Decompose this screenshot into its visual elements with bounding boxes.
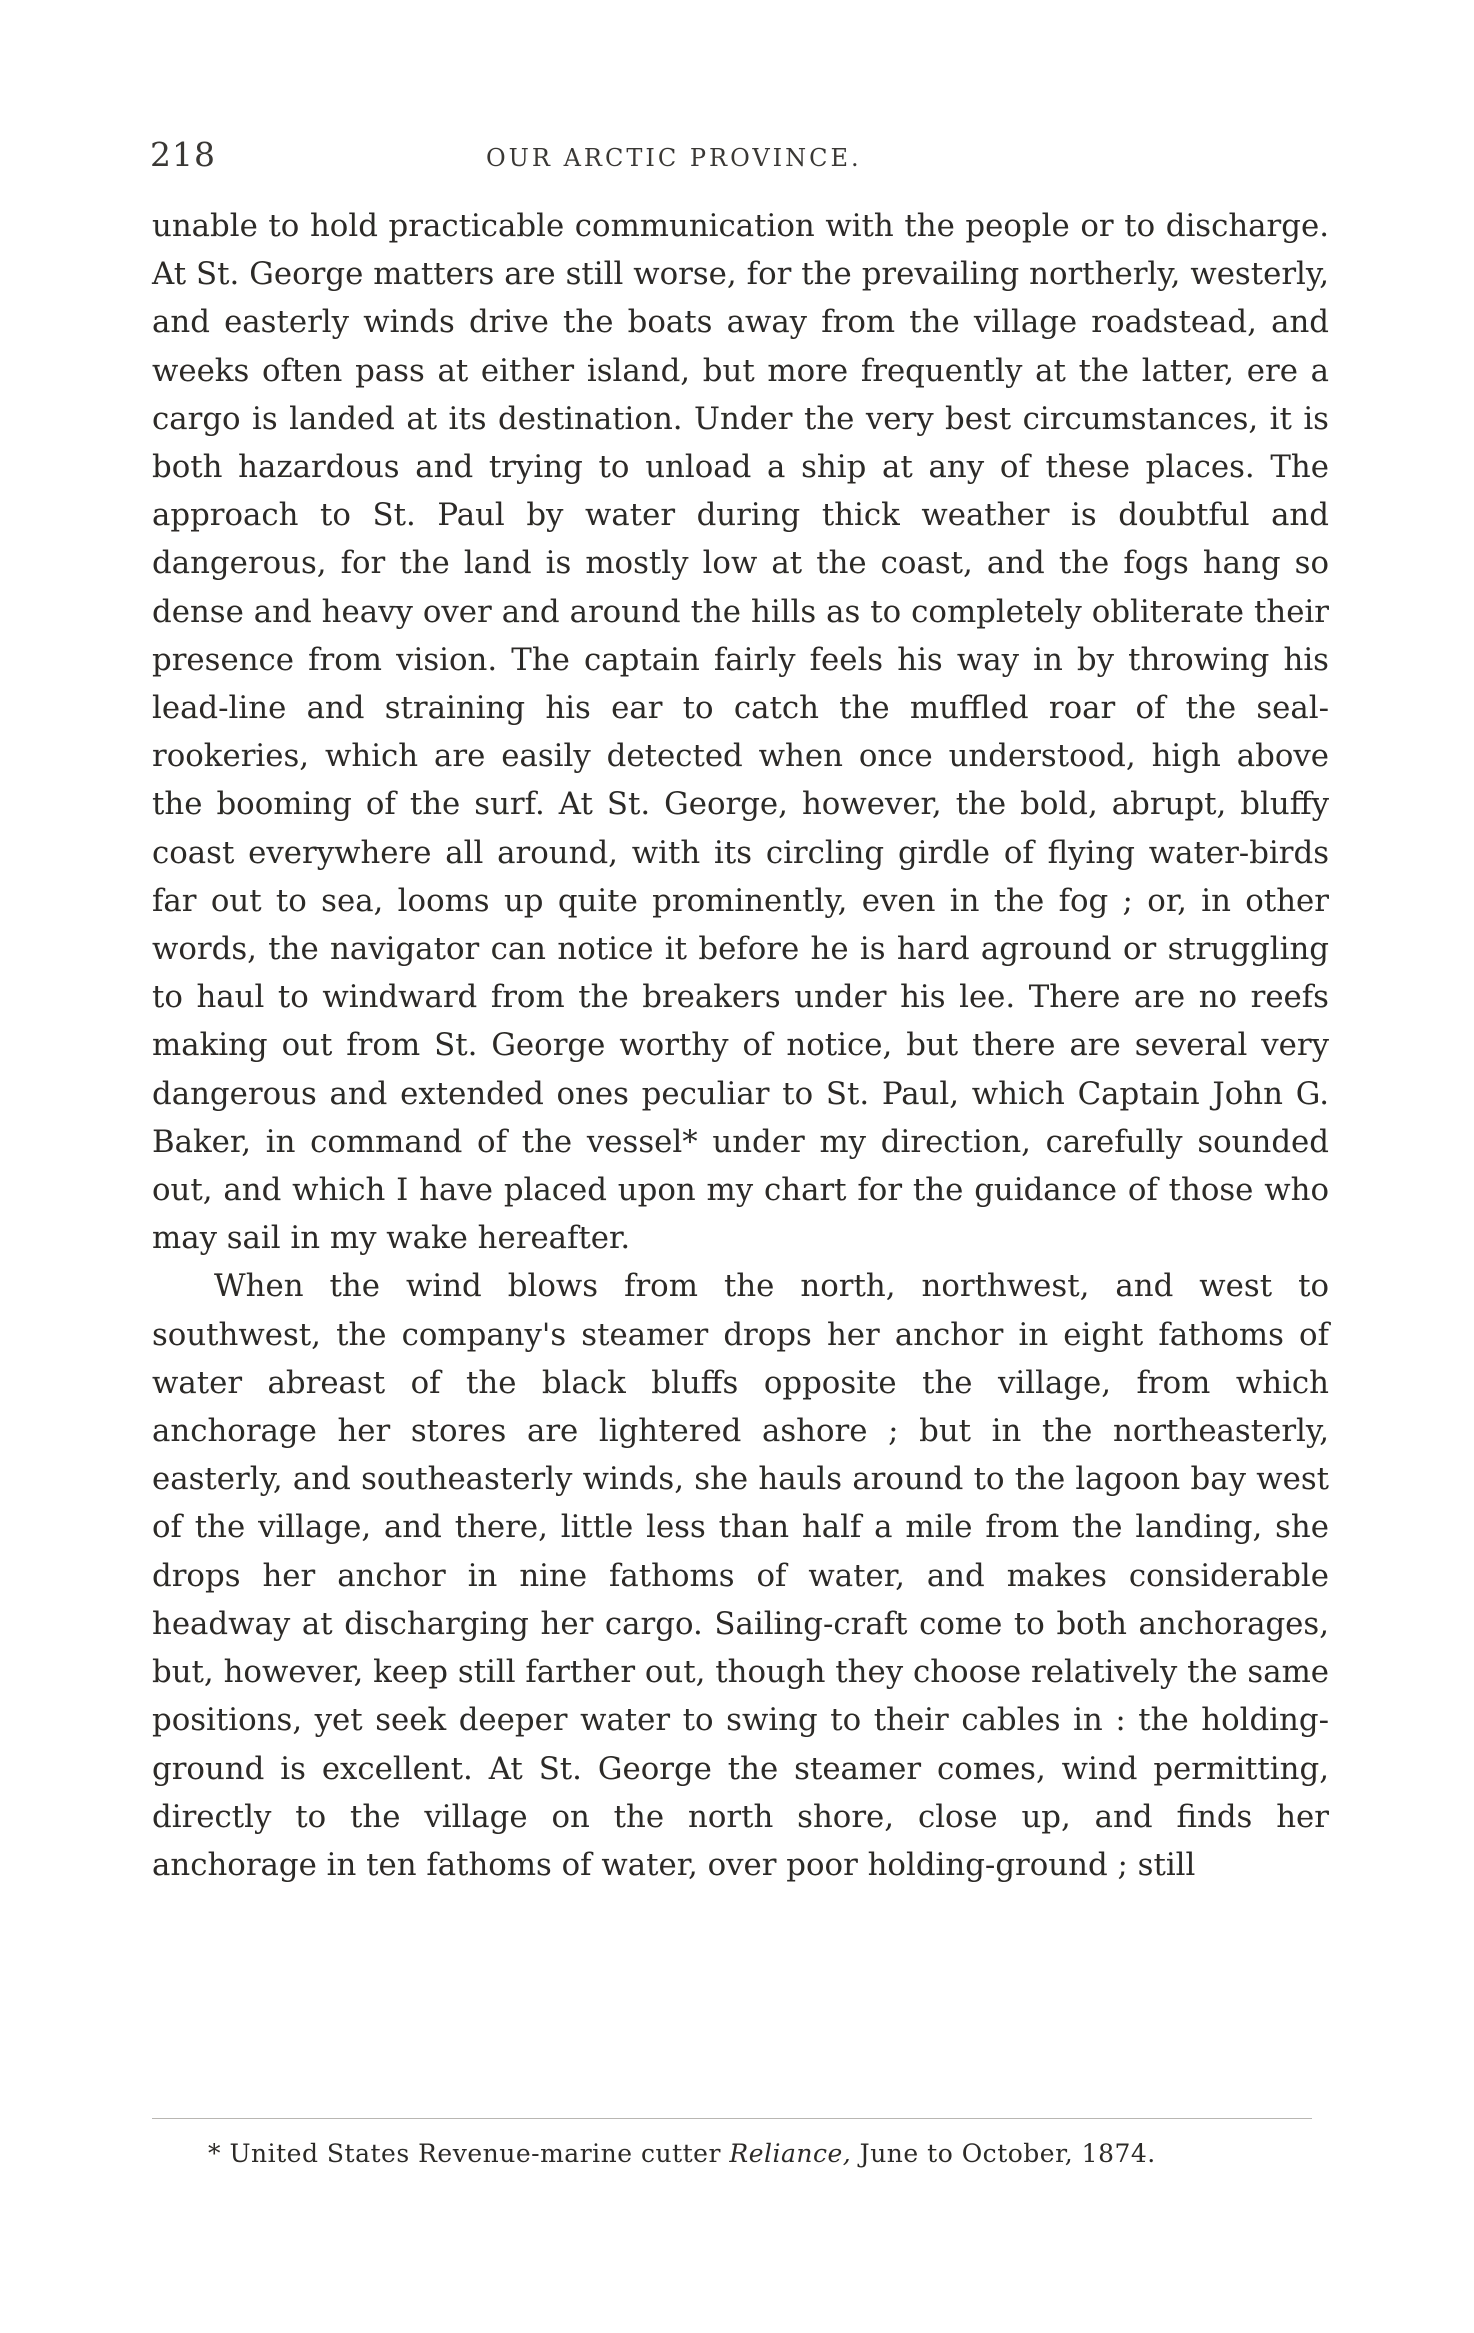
footnote-divider xyxy=(152,2118,1312,2119)
footnote-suffix: June to October, 1874. xyxy=(851,2139,1156,2168)
footnote-vessel-name: Reliance, xyxy=(729,2139,852,2168)
running-title: OUR ARCTIC PROVINCE. xyxy=(486,144,862,172)
body-text xyxy=(152,202,1329,1889)
footnote-prefix: * United States Revenue-marine cutter xyxy=(208,2139,730,2168)
page-number: 218 xyxy=(150,135,216,174)
page-header xyxy=(150,135,1330,179)
footnote xyxy=(208,2137,1328,2171)
paragraph-continued: unable to hold practicable communication with the people or to discharge. At St. George matters are still worse, for the prevailing northerly, westerly, and easterly winds drive the boats away from the village roadstead, and weeks often pass at either island, but more frequently at the latter, ere a cargo is landed at its destination. Under the very best circumstances, it is both hazardous and trying to unload a ship at any of these places. The approach to St. Paul by water during thick weather is doubtful and dangerous, for the land is mostly low at the coast, and the fogs hang so dense and heavy over and around the hills as to completely obliterate their presence from vision. The captain fairly feels his way in by throwing his lead-line and straining his ear to catch the muffled roar of the seal-rookeries, which are easily detected when once understood, high above the booming of the surf. At St. George, however, the bold, abrupt, bluffy coast everywhere all around, with its circling girdle of flying water-birds far out to sea, looms up quite prominently, even in the fog ; or, in other words, the navigator can notice it before he is hard aground or struggling to haul to windward from the breakers under his lee. There are no reefs making out from St. George worthy of notice, but there are several very dangerous and extended ones peculiar to St. Paul, which Captain John G. Baker, in command of the vessel* under my direction, carefully sounded out, and which I have placed upon my chart for the guidance of those who may sail in my wake hereafter. xyxy=(152,208,1329,1257)
paragraph-anchorage: When the wind blows from the north, northwest, and west to southwest, the company's steamer drops her anchor in eight fathoms of water abreast of the black bluffs opposite the village, from which anchorage her stores are lightered ashore ; but in the northeasterly, easterly, and southeasterly winds, she hauls around to the lagoon bay west of the village, and there, little less than half a mile from the landing, she drops her anchor in nine fathoms of water, and makes considerable headway at discharging her cargo. Sailing-craft come to both anchorages, but, however, keep still farther out, though they choose relatively the same positions, yet seek deeper water to swing to their cables in : the holding-ground is excellent. At St. George the steamer comes, wind permitting, directly to the village on the north shore, close up, and finds her anchorage in ten fathoms of water, over poor holding-ground ; still xyxy=(152,1268,1329,1883)
